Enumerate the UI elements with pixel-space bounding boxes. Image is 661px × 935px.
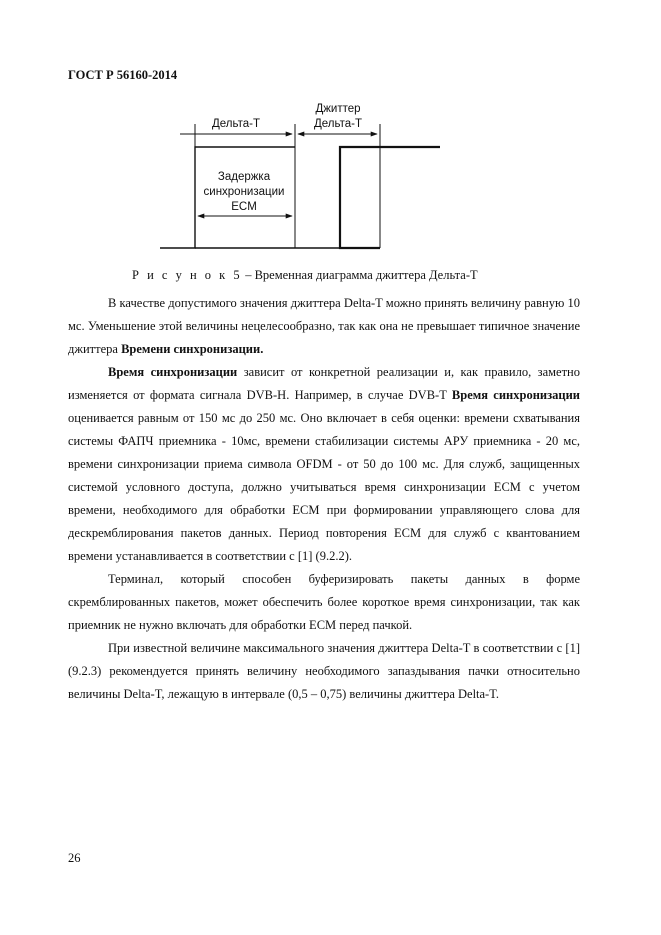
delay-label-line3: ECM [231, 201, 257, 213]
paragraph-text: В качестве допустимого значения джиттера Delta-T можно принять величину равную 10 мс. Уменьшение этой величины нецелесообразно, так как она не превышает типичное значение джиттера [68, 296, 580, 356]
jitter-label-line2: Дельта-Т [314, 118, 362, 130]
paragraph-text: При известной величине максимального значения джиттера Delta-T в соответствии с [1] (9.2.3) рекомендуется принять величину необходимого запаздывания пачки относительно величины Delta-T, лежащую в интервале (0,5 – 0,75) величины джиттера Delta-T. [68, 641, 580, 701]
paragraph-emphasis: Времени синхронизации. [121, 342, 264, 356]
body-text [68, 292, 580, 706]
paragraph-text: Терминал, который способен буферизировать пакеты данных в форме скремблированных пакетов, может обеспечить более короткое время синхронизации, так как приемник не нужно включать для обработки ECM перед пачкой. [68, 572, 580, 632]
paragraph-text: оценивается равным от 150 мс до 250 мс. Оно включает в себя оценки: времени схватывания системы ФАПЧ приемника - 10мс, времени стабилизации системы АРУ приемника - 20 мс, времени синхронизации приема символа OFDM - от 50 до 100 мс. Для служб, защищенных системой условного доступа, должно учитываться время синхронизации ECM с учетом времени, необходимого для обработки ECM при формировании управляющего слова для дескремблирования пакетов данных. Период повторения ECM для служб с квантованием времени устанавливается в соответствии с [1] (9.2.2). [68, 411, 580, 563]
paragraph [68, 637, 580, 706]
delay-label-line1: Задержка [217, 171, 271, 183]
paragraph-emphasis: Время синхронизации [451, 388, 580, 402]
page-number: 26 [68, 851, 81, 865]
delayed-signal-waveform [340, 147, 440, 248]
paragraph-emphasis: Время синхронизации [108, 365, 238, 379]
figure-caption [132, 268, 552, 283]
figure-caption-text: – Временная диаграмма джиттера Дельта-Т [242, 268, 478, 282]
jitter-label-line1: Джиттер [315, 103, 361, 115]
paragraph [68, 568, 580, 637]
timing-diagram [0, 0, 661, 260]
delay-label-line2: синхронизации [203, 186, 285, 198]
paragraph [68, 292, 580, 361]
delta-t-label: Дельта-Т [212, 118, 260, 130]
document-header: ГОСТ Р 56160-2014 [68, 68, 178, 82]
paragraph [68, 361, 580, 568]
figure-caption-label: Р и с у н о к 5 [132, 268, 243, 282]
paragraph-text: зависит от конкретной реализации и, как правило, заметно изменяется от формата сигнала DVB-H. Например, в случае DVB-T [68, 365, 580, 402]
